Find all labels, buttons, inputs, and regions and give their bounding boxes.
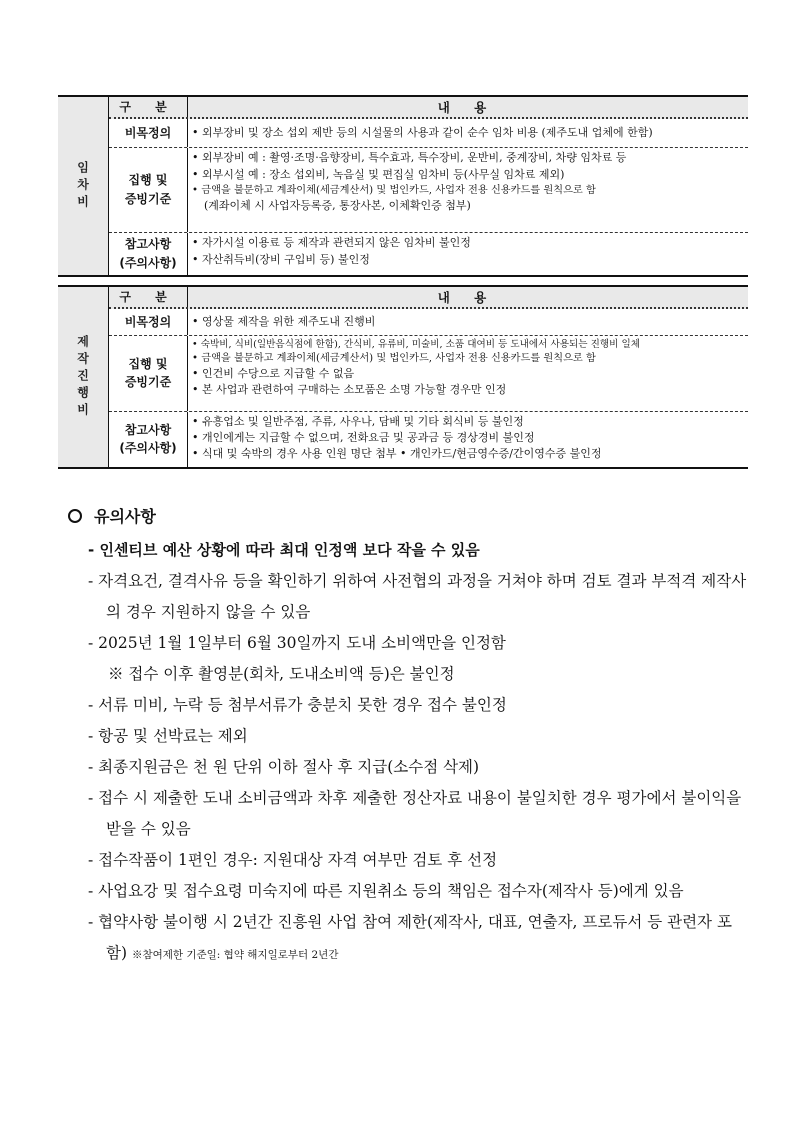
row-content: • 유흥업소 및 일반주점, 주류, 사우나, 담배 및 기타 회식비 등 불인정 • 개인에게는 지급할 수 없으며, 전화요금 및 공과금 등 경상경비 불인정 • 식대 및 숙박의 경우 사용 인원 명단 첨부 • 개인카드/현금영수증/간이영수증 불인정 (192, 414, 602, 460)
row-content: • 외부장비 예 : 촬영·조명·음향장비, 특수효과, 특수장비, 운반비, 중계장비, 차량 임차료 등 • 외부시설 예 : 장소 섭외비, 녹음실 및 편집실 임차비 등(사무실 임차료 제외) • 금액을 불문하고 계좌이체(세금계산서) 및 법인카드, 사업자 전용 신용카드를 원칙으로 함 (계좌이체 시 사업자등록증, 통장사본, 이체확인증 첨부) (192, 151, 627, 213)
note-item: - 접수 시 제출한 도내 소비금액과 차후 제출한 정산자료 내용이 불일치한 경우 평가에서 불이익을 받을 수 있음 (88, 789, 742, 838)
table-row (109, 412, 748, 467)
header-content: 내 용 (437, 290, 497, 305)
row-category: 비목정의 (109, 309, 188, 335)
table-side-header (58, 287, 109, 467)
note-item: - 인센티브 예산 상황에 따라 최대 인정액 보다 작을 수 있음 (88, 541, 480, 559)
note-item: - 2025년 1월 1일부터 6월 30일까지 도내 소비액만을 인정함 (88, 634, 506, 652)
note-item: - 협약사항 불이행 시 2년간 진흥원 사업 참여 제한(제작사, 대표, 연출자, 프로듀서 등 관련자 포함) ※참여제한 기준일: 협약 해지일로부터 2년간 (88, 913, 732, 962)
header-content: 내 용 (437, 100, 497, 115)
header-category: 구 분 (109, 287, 188, 307)
note-footnote: ※참여제한 기준일: 협약 해지일로부터 2년간 (131, 949, 339, 961)
table-row (109, 309, 748, 336)
row-category: 집행 및 증빙기준 (109, 336, 188, 411)
row-category: 집행 및 증빙기준 (109, 148, 188, 232)
row-content: • 자가시설 이용료 등 제작과 관련되지 않은 임차비 불인정 • 자산취득비(장비 구입비 등) 불인정 (192, 236, 471, 266)
row-category: 참고사항 (주의사항) (109, 233, 188, 275)
note-item: - 서류 미비, 누락 등 첨부서류가 충분치 못한 경우 접수 불인정 (88, 696, 507, 714)
production-cost-table (58, 285, 748, 469)
table-row (109, 148, 748, 233)
table-header-row (109, 287, 748, 309)
table-row (109, 336, 748, 412)
note-item: - 항공 및 선박료는 제외 (88, 727, 248, 745)
side-label: 제작진행비 (75, 334, 90, 420)
note-subitem: ※ 접수 이후 촬영분(회차, 도내소비액 등)은 불인정 (108, 665, 455, 683)
note-item: - 사업요강 및 접수요령 미숙지에 따른 지원취소 등의 책임은 접수자(제작사 등)에게 있음 (88, 882, 684, 900)
header-category: 구 분 (109, 97, 188, 117)
row-category: 참고사항 (주의사항) (109, 412, 188, 467)
row-category: 비목정의 (109, 119, 188, 147)
table-side-header (58, 97, 109, 275)
table-header-row (109, 97, 748, 119)
notes-heading (68, 504, 748, 527)
row-content: • 숙박비, 식비(일반음식점에 한함), 간식비, 유류비, 미술비, 소품 대여비 등 도내에서 사용되는 진행비 일체 • 금액을 불문하고 계좌이체(세금계산서) 및 법인카드, 사업자 전용 신용카드를 원칙으로 함 • 인건비 수당으로 지급할 수 없음 • 본 사업과 관련하여 구매하는 소모품은 소명 가능할 경우만 인정 (192, 338, 641, 397)
table-row (109, 233, 748, 275)
circle-bullet-icon (68, 509, 82, 523)
notes-title: 유의사항 (94, 507, 156, 526)
row-content: • 외부장비 및 장소 섭외 제반 등의 시설물의 사용과 같이 순수 임차 비용 (제주도내 업체에 한함) (192, 125, 653, 139)
notes-section (68, 504, 748, 971)
note-item: - 최종지원금은 천 원 단위 이하 절사 후 지급(소수점 삭제) (88, 758, 480, 776)
table-row (109, 119, 748, 148)
rental-cost-table (58, 95, 748, 277)
note-item: - 접수작품이 1편인 경우: 지원대상 자격 여부만 검토 후 선정 (88, 851, 498, 869)
note-item: - 자격요건, 결격사유 등을 확인하기 위하여 사전협의 과정을 거쳐야 하며 검토 결과 부적격 제작사의 경우 지원하지 않을 수 있음 (88, 572, 747, 621)
side-label: 임차비 (75, 160, 90, 212)
row-content: • 영상물 제작을 위한 제주도내 진행비 (192, 314, 376, 328)
